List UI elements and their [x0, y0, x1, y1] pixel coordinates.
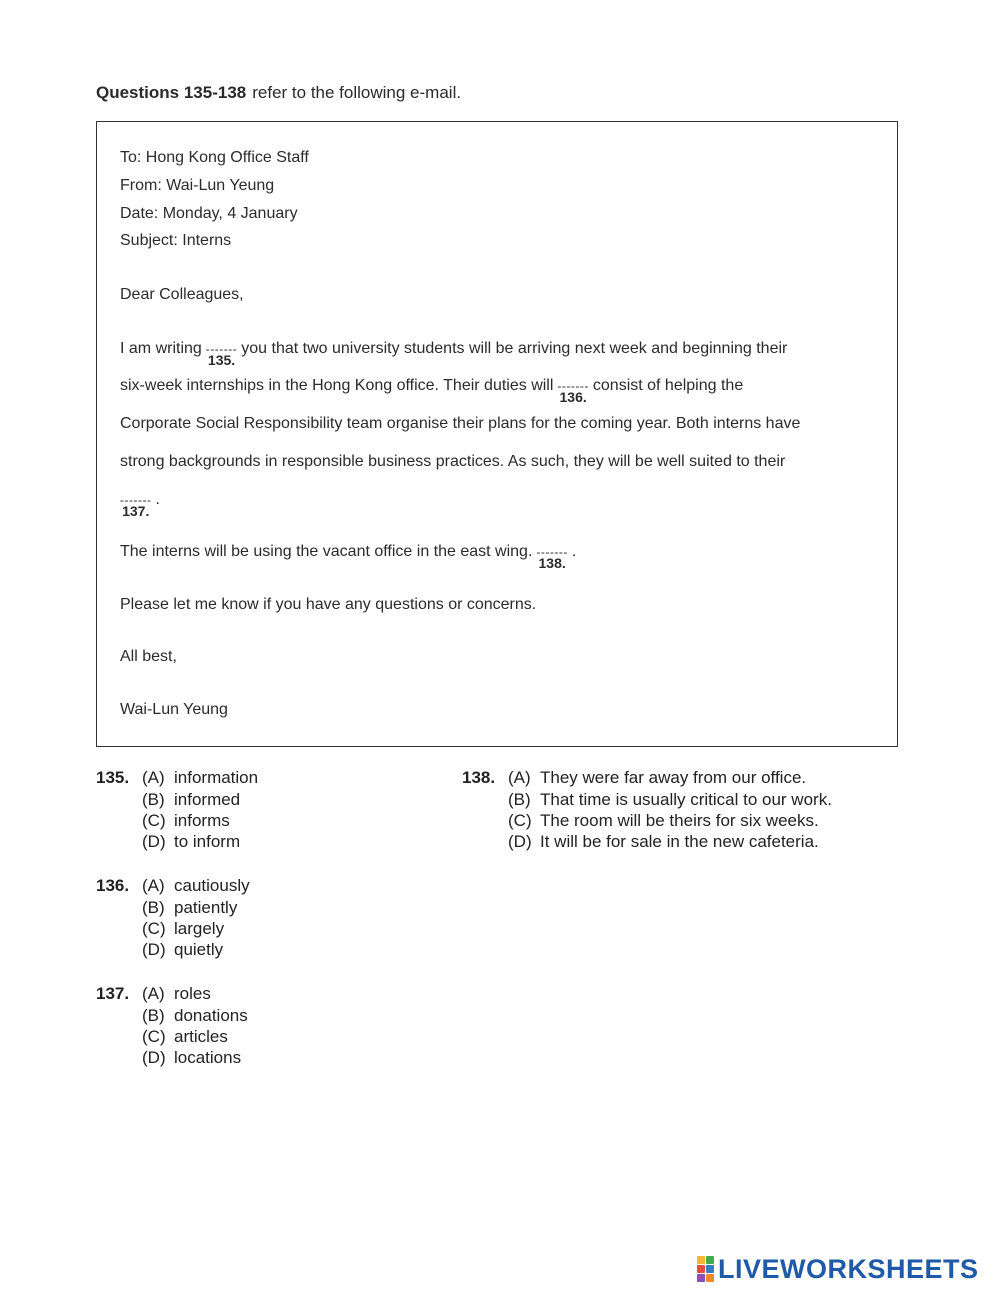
logo-blocks-icon — [697, 1256, 714, 1282]
option-136-d[interactable]: (D) quietly — [142, 940, 224, 959]
question-number: 137. — [96, 984, 130, 1003]
question-number: 138. — [462, 768, 496, 787]
email-paragraph-1-line-2: six-week internships in the Hong Kong office. Their duties will ------- 136. consist of helping the — [120, 377, 744, 405]
heading-instructions: refer to the following e-mail. — [252, 83, 462, 102]
logo-block — [697, 1265, 705, 1273]
email-paragraph-1-line-1: I am writing ------- 135. you that two university students will be arriving next week and beginning their — [120, 340, 788, 368]
email-paragraph-2: The interns will be using the vacant office in the east wing. ------- 138. . — [120, 543, 577, 571]
liveworksheets-logo — [697, 1254, 979, 1284]
option-135-a[interactable]: (A) information — [142, 768, 259, 787]
option-138-b[interactable]: (B) That time is usually critical to our work. — [508, 790, 832, 809]
logo-block — [706, 1256, 714, 1264]
question-number: 135. — [96, 768, 130, 787]
email-greeting: Dear Colleagues, — [120, 286, 244, 303]
logo-block — [697, 1256, 705, 1264]
email-from: From: Wai-Lun Yeung — [120, 177, 275, 194]
option-135-d[interactable]: (D) to inform — [142, 832, 241, 851]
blank-135[interactable]: ------- 135. — [205, 342, 238, 368]
email-paragraph-1-line-5: ------- 137. . — [120, 491, 160, 519]
option-137-d[interactable]: (D) locations — [142, 1048, 242, 1067]
option-137-a[interactable]: (A) roles — [142, 984, 211, 1003]
option-135-c[interactable]: (C) informs — [142, 811, 230, 830]
option-138-d[interactable]: (D) It will be for sale in the new cafeteria. — [508, 832, 819, 851]
logo-text: LIVEWORKSHEETS — [718, 1253, 979, 1284]
question-number: 136. — [96, 876, 130, 895]
option-136-b[interactable]: (B) patiently — [142, 898, 238, 917]
option-138-c[interactable]: (C) The room will be theirs for six weeks. — [508, 811, 819, 830]
email-date: Date: Monday, 4 January — [120, 205, 298, 222]
option-135-b[interactable]: (B) informed — [142, 790, 241, 809]
email-closing: All best, — [120, 648, 177, 665]
email-paragraph-1-line-3: Corporate Social Responsibility team organise their plans for the coming year. Both interns have — [120, 415, 801, 432]
logo-block — [697, 1274, 705, 1282]
heading-questions-range: Questions 135-138 — [96, 83, 247, 102]
section-heading — [96, 83, 461, 103]
logo-block — [706, 1274, 714, 1282]
email-to: To: Hong Kong Office Staff — [120, 149, 309, 166]
blank-138[interactable]: ------- 138. — [536, 545, 568, 571]
blank-136[interactable]: ------- 136. — [557, 379, 589, 405]
option-138-a[interactable]: (A) They were far away from our office. — [508, 768, 807, 787]
logo-block — [706, 1265, 714, 1273]
email-paragraph-1-line-4: strong backgrounds in responsible business practices. As such, they will be well suited to their — [120, 453, 786, 470]
email-subject: Subject: Interns — [120, 232, 232, 249]
option-136-a[interactable]: (A) cautiously — [142, 876, 250, 895]
option-136-c[interactable]: (C) largely — [142, 919, 225, 938]
option-137-b[interactable]: (B) donations — [142, 1006, 248, 1025]
blank-137[interactable]: ------- 137. — [120, 493, 152, 519]
option-137-c[interactable]: (C) articles — [142, 1027, 228, 1046]
email-signature: Wai-Lun Yeung — [120, 701, 228, 718]
email-paragraph-3: Please let me know if you have any questions or concerns. — [120, 596, 537, 613]
